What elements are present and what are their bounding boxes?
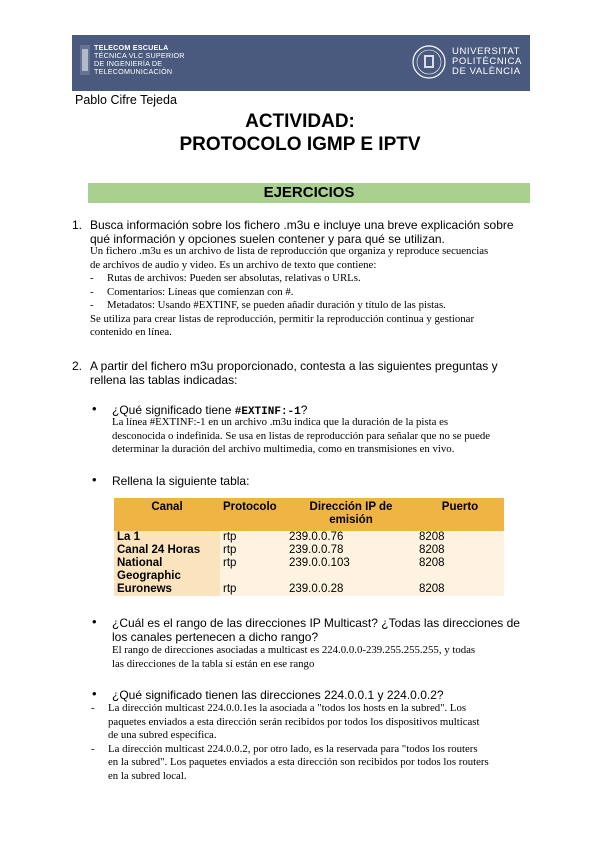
table-cell: 239.0.0.76 [286,531,416,544]
telecom-logo-icon [80,45,90,75]
school-line-3: DE INGENIERÍA DE [94,59,163,68]
bullet-1-question-start: ¿Qué significado tiene [112,403,232,417]
bullet-1-answer-line-1: La línea #EXTINF:-1 en un archivo .m3u indica que la duración de la pista es [112,416,449,428]
list-item: - Comentarios: Líneas que comienzan con #. [90,285,294,298]
bullet-4-item-1-line-3: de una subred específica. [108,729,217,741]
table-cell: 8208 [416,583,504,596]
bullet-2-text: Rellena la siguiente tabla: [112,474,250,488]
bullet-table-instruction [92,472,530,488]
table-header-ip: Dirección IP de emisión [286,498,416,531]
channels-table [114,498,504,596]
bullet-1-answer-line-3: determinar la duración del archivo multimedia, como en transmisiones en vivo. [112,443,455,455]
table-cell: 8208 [416,531,504,544]
bullet-3-question-line-2: los canales pertenecen a dicho rango? [112,630,319,644]
table-cell: La 1 [114,531,220,544]
bullet-multicast-range [92,614,530,644]
table-cell: National Geographic [114,557,220,583]
bullet-icon: • [92,686,97,701]
table-cell: 8208 [416,557,504,583]
table-cell: rtp [220,557,286,583]
table-header-protocolo: Protocolo [220,498,286,531]
table-header-puerto: Puerto [416,498,504,531]
bullet-4-question: ¿Qué significado tienen las direcciones 224.0.0.1 y 224.0.0.2? [112,688,444,702]
table-row [114,583,504,596]
bullet-4-item-1-line-2: paquetes enviados a esta dirección serán recibidos por todos los dispositivos multicast [108,715,480,728]
bullet-3-answer-line-1: El rango de direcciones asociadas a multicast es 224.0.0.0-239.255.255.255, y todas [112,644,476,656]
question-2 [72,359,530,387]
section-heading: EJERCICIOS [88,183,530,203]
table-cell: 239.0.0.103 [286,557,416,583]
univ-line-2: POLITÈCNICA [452,56,522,67]
question-2-text-line-1: A partir del fichero m3u proporcionado, contesta a las siguientes preguntas y [90,359,498,373]
table-row [114,531,504,544]
table-row [114,544,504,557]
bullet-3-question-line-1: ¿Cuál es el rango de las direcciones IP Multicast? ¿Todas las direcciones de [112,616,520,630]
answer-1-closing-line-1: Se utiliza para crear listas de reproducción, permitir la reproducción continua y gestionar [90,312,475,325]
upv-seal-icon [412,45,446,79]
table-row [114,557,504,583]
list-item-text: Rutas de archivos: Pueden ser absolutas, relativas o URLs. [107,272,361,284]
answer-1 [90,245,530,340]
answer-1-line-2: de archivos de audio y video. Es un archivo de texto que contiene: [90,258,377,271]
question-1-text-line-2: qué información y opciones suelen contener y para qué se utilizan. [90,232,445,246]
univ-line-1: UNIVERSITAT [452,46,521,57]
author-name: Pablo Cifre Tejeda [75,93,177,107]
table-cell: Euronews [114,583,220,596]
bullet-3-answer-line-2: las direcciones de la tabla sí están en ese rango [112,657,315,670]
list-item-text: Comentarios: Líneas que comienzan con #. [107,285,294,298]
extinf-code: #EXTINF:-1 [234,406,301,418]
bullet-4-item-2-line-1: La dirección multicast 224.0.0.2, por otro lado, es la reservada para "todos los routers [108,742,478,755]
bullet-1-answer [112,416,530,457]
bullet-1-question-end: ? [300,403,308,417]
bullet-icon: • [92,614,97,629]
list-item: - Metadatos: Usando #EXTINF, se pueden añadir duración y título de las pistas. [90,299,446,311]
table-cell: rtp [220,583,286,596]
school-line-1: TELECOM ESCUELA [94,43,169,52]
answer-1-line-1: Un fichero .m3u es un archivo de lista de reproducción que organiza y reproduce secuencias [90,245,489,257]
table-cell: rtp [220,531,286,544]
bullet-icon: • [92,401,97,416]
list-item: - Rutas de archivos: Pueden ser absolutas, relativas o URLs. [90,272,361,284]
table-cell: 8208 [416,544,504,557]
page-title-line-1: ACTIVIDAD: [245,111,355,132]
table-cell: 239.0.0.28 [286,583,416,596]
question-2-text-line-2: rellena las tablas indicadas: [90,373,238,387]
bullet-4-item-2-line-3: en la subred local. [108,769,187,782]
answer-1-closing-line-2: contenido en línea. [90,326,172,338]
bullet-4-answer [91,702,530,783]
university-name [452,47,522,77]
table-header-canal: Canal [114,498,220,531]
table-cell: 239.0.0.78 [286,544,416,557]
bullet-icon: • [92,472,97,487]
page-title-line-2: PROTOCOLO IGMP E IPTV [179,134,421,155]
table-header-row [114,498,504,531]
bullet-4-item-1-line-1: La dirección multicast 224.0.0.1es la asociada a "todos los hosts en la subred". Los [108,702,467,714]
question-1-text-line-1: Busca información sobre los fichero .m3u e incluye una breve explicación sobre [90,218,514,232]
bullet-1-answer-line-2: desconocida o indefinida. Se usa en listas de reproducción para señalar que no se puede [112,429,491,442]
school-name [94,44,185,76]
list-item-text: Metadatos: Usando #EXTINF, se pueden añadir duración y título de las pistas. [107,299,446,311]
bullet-special-addresses [92,686,530,702]
school-line-2: TÉCNICA VLC SUPERIOR [94,51,185,60]
school-line-4: TELECOMUNICACIÓN [94,67,173,76]
question-1-number: 1. [72,218,83,232]
table-cell: rtp [220,544,286,557]
table-cell: Canal 24 Horas [114,544,220,557]
list-item: - La dirección multicast 224.0.0.1es la asociada a "todos los hosts en la subred". Los paquetes enviados a esta dirección serán recibidos por todos los dispositivos multicast de una subred específica. [108,702,530,743]
bullet-4-item-2-line-2: en la subred". Los paquetes enviados a esta dirección son recibidos por todos los routers [108,756,489,768]
question-1 [72,218,530,246]
list-item: - La dirección multicast 224.0.0.2, por otro lado, es la reservada para "todos los routers en la subred". Los paquetes enviados a esta dirección son recibidos por todos los routers en la subred local. [108,743,530,784]
univ-line-3: DE VALÈNCIA [452,66,521,77]
question-2-number: 2. [72,359,83,373]
header-banner [72,35,530,91]
bullet-3-answer [112,644,530,671]
